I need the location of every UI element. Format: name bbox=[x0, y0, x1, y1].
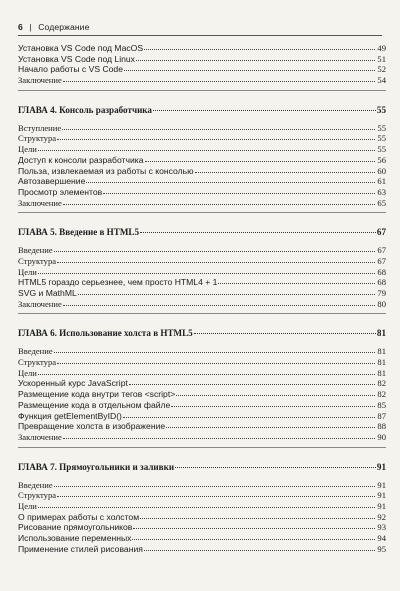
toc-entry bbox=[18, 288, 386, 299]
section-divider bbox=[18, 447, 386, 448]
toc-entry bbox=[18, 368, 386, 379]
toc-entry bbox=[18, 400, 386, 411]
toc-entry bbox=[18, 357, 386, 368]
page-ref: 68 bbox=[377, 277, 386, 288]
page-ref: 55 bbox=[377, 122, 386, 133]
entry-title: Заключение bbox=[18, 75, 62, 86]
toc-entry bbox=[18, 389, 386, 400]
dot-leader bbox=[123, 411, 375, 418]
page-ref: 65 bbox=[377, 197, 386, 208]
entry-title: Начало работы с VS Code bbox=[18, 64, 123, 75]
page-ref: 91 bbox=[377, 490, 386, 501]
page-ref: 60 bbox=[377, 165, 386, 176]
entry-title: Структура bbox=[18, 133, 57, 144]
section-divider bbox=[18, 90, 386, 91]
dot-leader bbox=[38, 501, 375, 508]
table-of-contents bbox=[18, 43, 386, 554]
dot-leader bbox=[86, 176, 375, 183]
toc-entry bbox=[18, 267, 386, 278]
chapter-title: ГЛАВА 5. Введение в HTML5 bbox=[18, 227, 140, 238]
page-ref: 55 bbox=[377, 144, 386, 155]
dot-leader bbox=[176, 389, 375, 396]
dot-leader bbox=[166, 421, 375, 428]
page-ref: 67 bbox=[376, 227, 386, 238]
dot-leader bbox=[57, 490, 375, 497]
entry-title: Доступ к консоли разработчика bbox=[18, 154, 144, 165]
toc-entry bbox=[18, 123, 386, 134]
dot-leader bbox=[132, 533, 375, 540]
entry-title: Цели bbox=[18, 144, 37, 155]
entry-title: Цели bbox=[18, 500, 37, 511]
dot-leader bbox=[63, 75, 375, 82]
section-divider bbox=[18, 212, 386, 213]
page-ref: 80 bbox=[377, 298, 386, 309]
page-ref: 81 bbox=[377, 346, 386, 357]
dot-leader bbox=[145, 155, 376, 162]
running-header bbox=[18, 22, 382, 36]
page-ref: 95 bbox=[377, 543, 386, 554]
toc-entry bbox=[18, 245, 386, 256]
page-ref: 87 bbox=[377, 410, 386, 421]
chapter-heading bbox=[18, 225, 386, 239]
page-ref: 63 bbox=[377, 186, 386, 197]
chapter-heading bbox=[18, 326, 386, 340]
page-ref: 51 bbox=[377, 53, 386, 64]
toc-entry bbox=[18, 522, 386, 533]
toc-entry bbox=[18, 198, 386, 209]
page-ref: 79 bbox=[377, 288, 386, 298]
entry-title: Польза, извлекаемая из работы с консолью bbox=[18, 165, 194, 176]
toc-entry bbox=[18, 54, 386, 65]
dot-leader bbox=[57, 256, 375, 263]
entry-title: Заключение bbox=[18, 431, 62, 442]
dot-leader bbox=[103, 187, 375, 194]
page-ref: 85 bbox=[377, 399, 386, 410]
dot-leader bbox=[175, 460, 376, 468]
dot-leader bbox=[144, 544, 375, 551]
page-ref: 91 bbox=[377, 500, 386, 511]
entry-title: Структура bbox=[18, 490, 57, 501]
toc-entry bbox=[18, 144, 386, 155]
page-ref: 91 bbox=[377, 479, 386, 490]
dot-leader bbox=[171, 400, 375, 407]
dot-leader bbox=[218, 277, 375, 284]
dot-leader bbox=[140, 225, 376, 233]
toc-entry bbox=[18, 75, 386, 86]
chapter-title: ГЛАВА 6. Использование холста в HTML5 bbox=[18, 328, 193, 339]
toc-entry bbox=[18, 256, 386, 267]
entry-title: Применение стилей рисования bbox=[18, 543, 143, 554]
entry-title: Цели bbox=[18, 367, 37, 378]
toc-entry bbox=[18, 490, 386, 501]
page-ref: 91 bbox=[376, 461, 386, 472]
dot-leader bbox=[140, 512, 375, 519]
entry-title: Введение bbox=[18, 479, 53, 490]
toc-entry bbox=[18, 133, 386, 144]
entry-title: SVG и MathML bbox=[18, 288, 77, 298]
dot-leader bbox=[54, 480, 375, 487]
page-ref: 56 bbox=[377, 154, 386, 165]
dot-leader bbox=[54, 346, 375, 353]
entry-title: Размещение кода в отдельном файле bbox=[18, 399, 171, 410]
toc-entry bbox=[18, 64, 386, 75]
header-separator: | bbox=[29, 22, 32, 32]
chapter-heading bbox=[18, 103, 386, 117]
page-ref: 49 bbox=[377, 43, 386, 53]
entry-title: Заключение bbox=[18, 298, 62, 309]
dot-leader bbox=[63, 198, 375, 205]
entry-title: HTML5 гораздо серьезнее, чем просто HTML4 + 1 bbox=[18, 277, 218, 288]
dot-leader bbox=[133, 522, 375, 529]
section-title: Содержание bbox=[38, 22, 90, 32]
page-ref: 88 bbox=[377, 421, 386, 432]
page-ref: 82 bbox=[377, 389, 386, 400]
page-ref: 81 bbox=[376, 328, 386, 339]
page-ref: 55 bbox=[377, 133, 386, 144]
toc-entry bbox=[18, 432, 386, 443]
entry-title: Вступление bbox=[18, 122, 62, 133]
page-ref: 90 bbox=[377, 431, 386, 442]
chapter-heading bbox=[18, 460, 386, 474]
page-ref: 61 bbox=[377, 176, 386, 187]
toc-entry bbox=[18, 378, 386, 389]
entry-title: Превращение холста в изображение bbox=[18, 421, 166, 432]
entry-title: Рисование прямоугольников bbox=[18, 522, 133, 533]
page-ref: 82 bbox=[377, 378, 386, 389]
toc-entry bbox=[18, 166, 386, 177]
dot-leader bbox=[62, 123, 375, 130]
entry-title: Использование переменных bbox=[18, 533, 132, 543]
toc-entry bbox=[18, 533, 386, 544]
page-ref: 52 bbox=[377, 64, 386, 75]
dot-leader bbox=[129, 378, 375, 385]
entry-title: Заключение bbox=[18, 197, 62, 208]
dot-leader bbox=[38, 144, 375, 151]
toc-entry bbox=[18, 421, 386, 432]
toc-entry bbox=[18, 155, 386, 166]
dot-leader bbox=[124, 64, 375, 71]
entry-title: Автозавершение bbox=[18, 176, 86, 187]
toc-entry bbox=[18, 176, 386, 187]
page-ref: 68 bbox=[377, 266, 386, 277]
toc-entry bbox=[18, 411, 386, 422]
dot-leader bbox=[63, 432, 375, 439]
page-ref: 81 bbox=[377, 357, 386, 368]
dot-leader bbox=[153, 103, 376, 111]
dot-leader bbox=[57, 357, 375, 364]
dot-leader bbox=[54, 245, 375, 252]
dot-leader bbox=[57, 133, 375, 140]
toc-entry bbox=[18, 187, 386, 198]
entry-title: Ускоренный курс JavaScript bbox=[18, 378, 128, 389]
page-ref: 94 bbox=[377, 533, 386, 543]
entry-title: Функция getElementByID() bbox=[18, 410, 122, 421]
toc-entry bbox=[18, 512, 386, 523]
toc-entry bbox=[18, 277, 386, 288]
toc-entry bbox=[18, 480, 386, 491]
entry-title: Установка VS Code под Linux bbox=[18, 53, 135, 64]
page-number: 6 bbox=[18, 22, 23, 32]
dot-leader bbox=[194, 326, 376, 334]
page-ref: 54 bbox=[377, 75, 386, 86]
toc-entry bbox=[18, 299, 386, 310]
toc-entry bbox=[18, 346, 386, 357]
toc-entry bbox=[18, 544, 386, 555]
entry-title: Введение bbox=[18, 346, 53, 357]
dot-leader bbox=[136, 54, 375, 61]
entry-title: Введение bbox=[18, 245, 53, 256]
chapter-title: ГЛАВА 7. Прямоугольники и заливки bbox=[18, 461, 175, 472]
entry-title: Установка VS Code под MacOS bbox=[18, 43, 144, 53]
dot-leader bbox=[38, 267, 375, 274]
entry-title: Структура bbox=[18, 255, 57, 266]
toc-entry bbox=[18, 501, 386, 512]
chapter-title: ГЛАВА 4. Консоль разработчика bbox=[18, 104, 152, 115]
dot-leader bbox=[63, 299, 375, 306]
page-ref: 55 bbox=[376, 104, 386, 115]
section-divider bbox=[18, 313, 386, 314]
dot-leader bbox=[144, 43, 375, 50]
page-ref: 67 bbox=[377, 245, 386, 256]
toc-entry bbox=[18, 43, 386, 54]
page-ref: 93 bbox=[377, 522, 386, 533]
dot-leader bbox=[78, 288, 375, 295]
entry-title: О примерах работы с холстом bbox=[18, 511, 140, 522]
page-ref: 67 bbox=[377, 255, 386, 266]
page-ref: 81 bbox=[377, 367, 386, 378]
entry-title: Просмотр элементов bbox=[18, 186, 103, 197]
dot-leader bbox=[195, 166, 375, 173]
entry-title: Размещение кода внутри тегов <script> bbox=[18, 389, 176, 400]
page-ref: 92 bbox=[377, 511, 386, 522]
entry-title: Структура bbox=[18, 357, 57, 368]
entry-title: Цели bbox=[18, 266, 37, 277]
dot-leader bbox=[38, 368, 375, 375]
